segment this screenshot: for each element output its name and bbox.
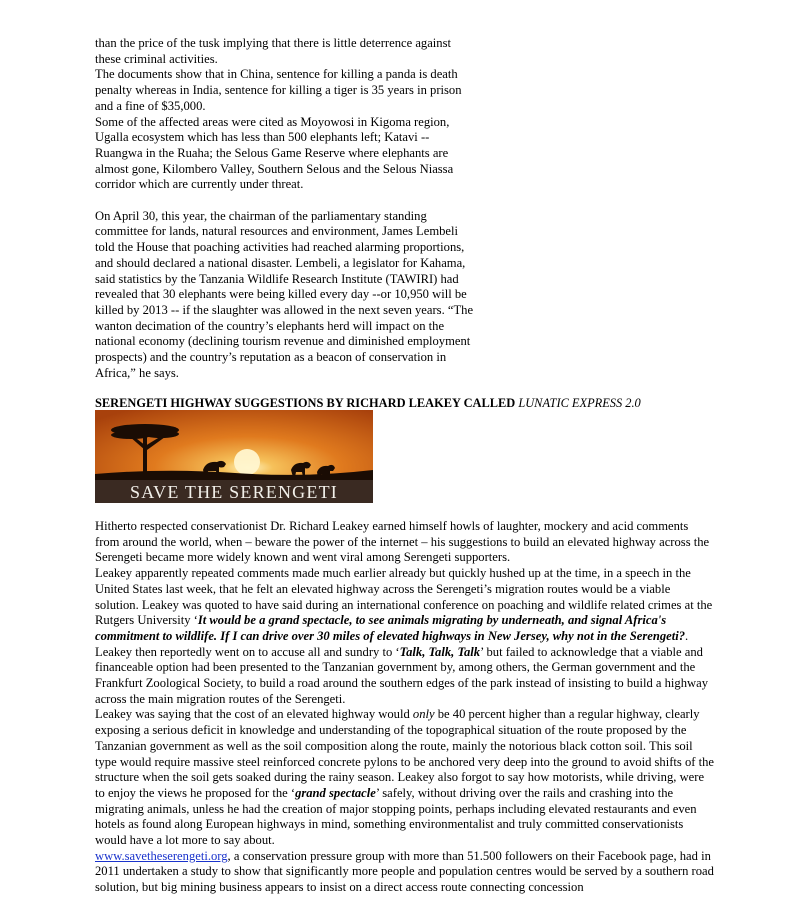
text-run: , a conservation pressure group with more than 51.500 followers on their Facebook page, had in 2011 undertaken a study to show that significantly more people and population centres would be served by a southern road solution, but big mining business appears to insist on a direct access route connecting concession — [95, 848, 714, 895]
leakey-quote: It would be a grand spectacle, to see animals migrating by underneath, and signal Africa's commitment to wildlife. If I can drive over 30 miles of elevated highways in New Jersey, why not in the Serengeti? — [95, 613, 685, 643]
paragraph-savetheserengeti — [95, 849, 715, 896]
paragraph-leakey-quote — [95, 566, 715, 707]
talk-emphasis: Talk, Talk, Talk — [399, 644, 481, 659]
paragraph-lembeli: On April 30, this year, the chairman of the parliamentary standing committee for lands, natural resources and environment, James Lembeli told the House that poaching activities had reached alarming proportions, and should declared a national disaster. Lembeli, a legislator for Kahama, said statistics by the Tanzania Wildlife Research Institute (TAWIRI) had revealed that 30 elephants were being killed every day --or 10,950 will be killed by 2013 -- if the slaughter was allowed in the next seven years. “The wanton decimation of the country’s elephants herd will impact on the national economy (declining tourism revenue and diminished employment prospects) and the country’s reputation as a beacon of conservation in Africa,” he says. — [95, 208, 474, 380]
sun-icon — [234, 449, 260, 475]
article-column — [95, 36, 480, 381]
text-run: Leakey was saying that the cost of an elevated highway would — [95, 707, 413, 722]
paragraph-gap — [95, 193, 480, 209]
text-run: be 40 percent higher than a regular highway, clearly exposing a serious deficit in knowledge and understanding of the topographical situation of the route proposed by the Tanzanian government as well as the soil composition along the route, mainly the notorious black cotton soil. This soil type would require massive steel reinforced concrete pylons to be anchored very deep into the ground to avoid shifts of the structure when the soil gets soaked during the rainy season. Leakey also forgot to say how motorists, while driving, were to enjoy the views he proposed for the ‘ — [95, 707, 714, 800]
heading-italic: LUNATIC EXPRESS 2.0 — [518, 396, 641, 410]
text-run: Leakey apparently repeated comments made much earlier already but quickly hushed up at the time, in a speech in the United States last week, that he felt an elevated highway across the Serengeti’s migration routes would be a viable solution. Leakey was quoted to have said during an international conference on poaching and wildlife related crimes at the Rutgers University ‘ — [95, 566, 713, 628]
heading-main: SERENGETI HIGHWAY SUGGESTIONS BY RICHARD LEAKEY CALLED — [95, 396, 519, 410]
text-run: ’ safely, without driving over the rails and crashing into the migrating animals, unless he had the creation of major stopping points, perhaps including elevated restaurants and even hotels as found along European highways in mind, something environmentalist and truly committed conservationists would have a lot more to say about. — [95, 785, 697, 848]
paragraph-cost — [95, 707, 715, 848]
only-emphasis: only — [412, 707, 435, 722]
savetheserengeti-link[interactable]: www.savetheserengeti.org — [95, 848, 228, 863]
paragraph-deterrence: than the price of the tusk implying that there is little deterrence against these criminal activities. — [95, 36, 452, 66]
article-body — [95, 519, 715, 896]
banner-text: SAVE THE SERENGETI — [130, 482, 338, 502]
paragraph-sentences: The documents show that in China, sentence for killing a panda is death penalty whereas in India, sentence for killing a tiger is 35 years in prison and a fine of $35,000. — [95, 67, 462, 113]
paragraph-leakey-intro: Hitherto respected conservationist Dr. Richard Leakey earned himself howls of laughter, mockery and acid comments from around the world, when – beware the power of the internet – his suggestions to build an elevated highway across the Serengeti became more widely known and went viral among Serengeti supporters. — [95, 519, 710, 565]
section-heading — [95, 396, 775, 411]
paragraph-affected-areas: Some of the affected areas were cited as Moyowosi in Kigoma region, Ugalla ecosystem which has less than 500 elephants left; Katavi -- Ruangwa in the Ruaha; the Selous Game Reserve where elephants are almost gone, Kilombero Valley, Southern Selous and the Selous Niassa corridor which are currently under threat. — [95, 114, 454, 192]
text-run: ’ but failed to acknowledge that a viable and financeable option had been presented to the Tanzanian government by, among others, the German government and the Frankfurt Zoological Society, to build a road around the southern edges of the park instead of insisting to build a highway across the main migration routes of the Serengeti. — [95, 644, 708, 706]
grand-spectacle-emphasis: grand spectacle — [295, 785, 376, 800]
save-the-serengeti-banner — [95, 410, 373, 503]
text-run: . Leakey then reportedly went on to accuse all and sundry to ‘ — [95, 628, 689, 659]
